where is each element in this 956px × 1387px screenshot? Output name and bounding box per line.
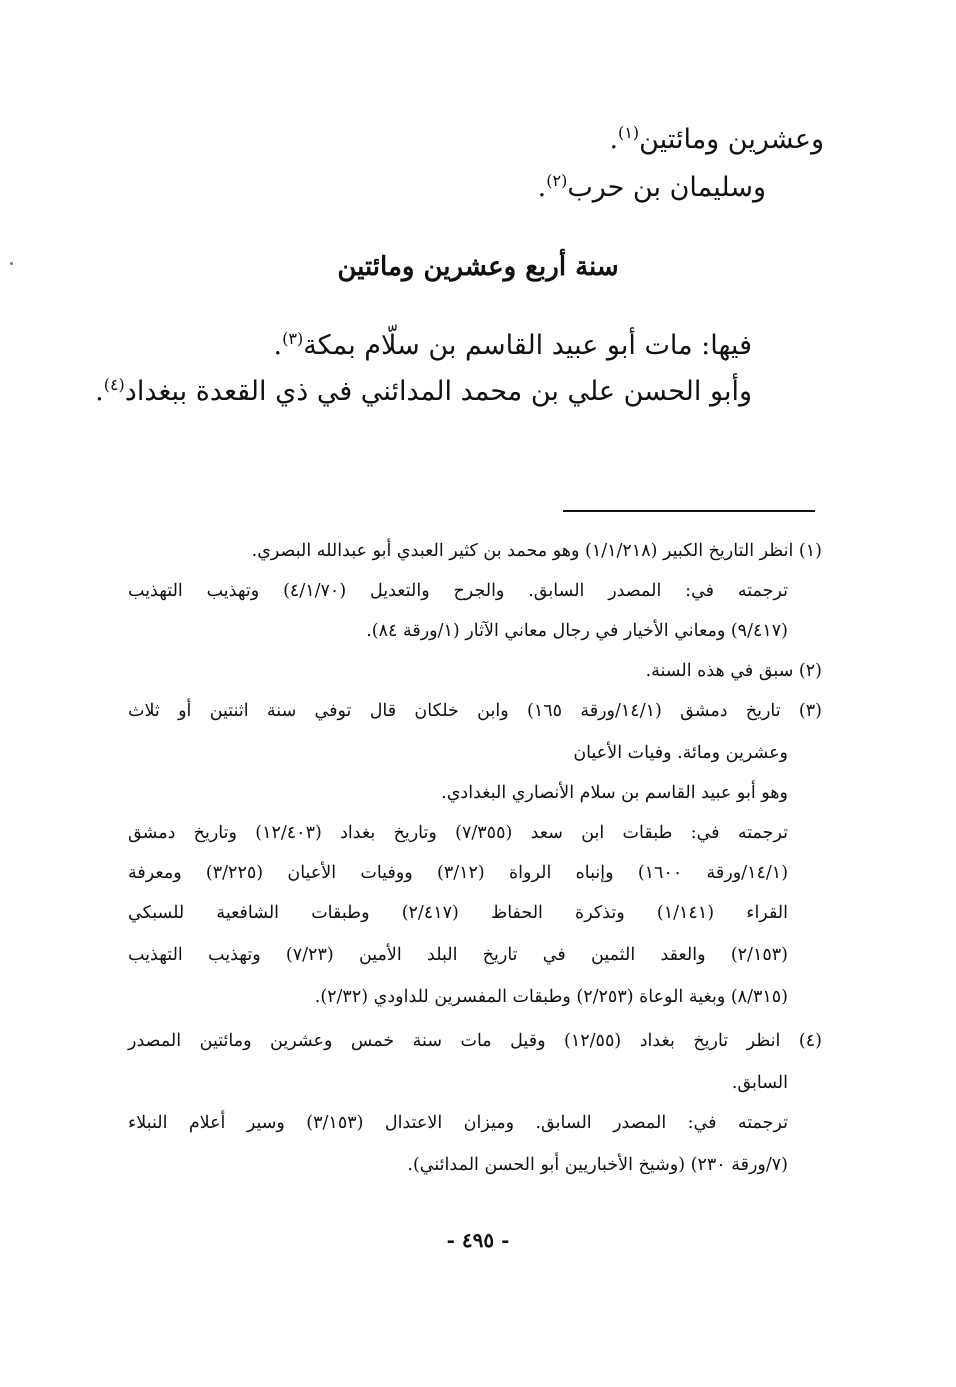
- entry-period: .: [273, 330, 283, 361]
- entry-text: وأبو الحسن علي بن محمد المدائني في ذي القعدة ببغداد: [124, 376, 752, 407]
- line-text: وسليمان بن حرب: [567, 172, 766, 203]
- footnote-line: (٨/٣١٥) وبغية الوعاة (٢/٢٥٣) وطبقات المفسرين للداودي (٢/٣٢).: [314, 987, 788, 1007]
- section-title: سنة أربع وعشرين ومائتين: [337, 252, 619, 282]
- text-line-2: [538, 168, 766, 208]
- footnote-line: ترجمته في: المصدر السابق. وميزان الاعتدال (٣/١٥٣) وسير أعلام النبلاء: [128, 1113, 788, 1133]
- footnote-line: (٣) تاريخ دمشق (١٤/١/ورقة ١٦٥) وابن خلكان قال توفي سنة اثنتين أو ثلاث: [128, 701, 822, 721]
- death-entry-2: [95, 372, 752, 412]
- footnote-line: (١) انظر التاريخ الكبير (١/١/٢١٨) وهو محمد بن كثير العبدي أبو عبدالله البصري.: [251, 541, 822, 561]
- footnote-line: (٢/١٥٣) والعقد الثمين في تاريخ البلد الأمين (٧/٢٣) وتهذيب التهذيب: [128, 945, 788, 965]
- footnote-separator: [563, 510, 815, 512]
- footnote-line: (٢) سبق في هذه السنة.: [645, 661, 822, 681]
- line-text: وعشرين ومائتين: [639, 124, 824, 155]
- footnote-line: (٧/ورقة ٢٣٠) (وشيخ الأخباريين أبو الحسن المدائني).: [407, 1155, 788, 1175]
- footnote-line: وهو أبو عبيد القاسم بن سلام الأنصاري البغدادي.: [441, 783, 788, 803]
- footnote-line: السابق.: [731, 1073, 788, 1093]
- line-period: .: [609, 124, 619, 155]
- footnote-line: (٩/٤١٧) ومعاني الأخيار في رجال معاني الآثار (١/ورقة ٨٤).: [366, 621, 788, 641]
- footnote-ref: (٤): [103, 375, 125, 394]
- page-number: - ٤٩٥ -: [446, 1228, 510, 1252]
- footnote-line: (٤) انظر تاريخ بغداد (١٢/٥٥) وقيل مات سنة خمس وعشرين ومائتين المصدر: [128, 1031, 822, 1051]
- text-line-1: [609, 120, 824, 160]
- footnote-ref: (٣): [282, 329, 304, 348]
- entry-period: .: [95, 376, 104, 407]
- line-period: .: [537, 172, 547, 203]
- entry-text: فيها: مات أبو عبيد القاسم بن سلّام بمكة: [303, 330, 752, 361]
- death-entry-1: [274, 326, 752, 366]
- footnote-line: (١٤/١/ورقة ١٦٠٠) وإنباه الرواة (٣/١٢) ووفيات الأعيان (٣/٢٢٥) ومعرفة: [128, 863, 789, 883]
- footnote-line: وعشرين ومائة. وفيات الأعيان: [573, 743, 788, 763]
- footnote-line: القراء (١/١٤١) وتذكرة الحفاظ (٢/٤١٧) وطبقات الشافعية للسبكي: [128, 903, 789, 923]
- footnote-ref: (٢): [546, 171, 568, 190]
- footnote-line: ترجمته في: المصدر السابق. والجرح والتعديل (٤/١/٧٠) وتهذيب التهذيب: [128, 581, 788, 601]
- footnote-line: ترجمته في: طبقات ابن سعد (٧/٣٥٥) وتاريخ بغداد (١٢/٤٠٣) وتاريخ دمشق: [128, 823, 788, 843]
- footnote-ref: (١): [618, 123, 640, 142]
